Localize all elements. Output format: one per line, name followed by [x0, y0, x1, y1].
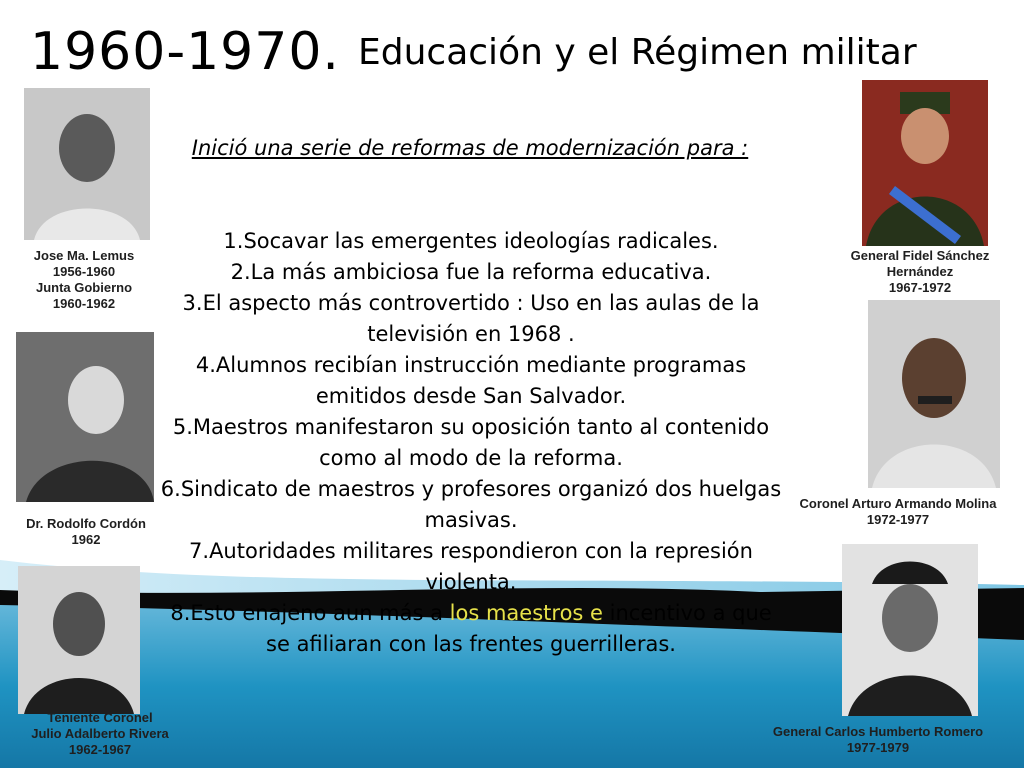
caption-cordon: Dr. Rodolfo Cordón 1962	[26, 516, 146, 547]
title-year: 1960-1970.	[30, 22, 340, 82]
list-item: 6.Sindicato de maestros y profesores organizó dos huelgas masivas.	[160, 477, 782, 532]
intro-text: Inició una serie de reformas de modernización para :	[191, 136, 749, 160]
person-silhouette-icon	[868, 300, 1000, 488]
portrait-rivera	[18, 566, 140, 714]
portrait-cordon	[16, 332, 154, 502]
person-silhouette-icon	[16, 332, 154, 502]
reform-list	[160, 226, 782, 660]
portrait-romero	[842, 544, 978, 716]
list-item: 5.Maestros manifestaron su oposición tanto al contenido como al modo de la reforma.	[172, 415, 770, 470]
list-item: 7.Autoridades militares respondieron con la represión violenta.	[189, 539, 753, 594]
caption-romero: General Carlos Humberto Romero 1977-1979	[772, 724, 984, 755]
list-item: 2.La más ambiciosa fue la reforma educativa.	[230, 260, 712, 284]
portrait-sanchez	[862, 80, 988, 246]
list-item: 1.Socavar las emergentes ideologías radicales.	[223, 229, 719, 253]
portrait-lemus	[24, 88, 150, 240]
list-item-8: 8.Esto enajeno aun más a los maestros e incentivo a que se afiliaran con las frentes guerrilleras.	[170, 601, 772, 656]
person-silhouette-icon	[18, 566, 140, 714]
page-title: Educación y el Régimen militar	[358, 32, 917, 73]
caption-sanchez: General Fidel Sánchez Hernández 1967-1972	[850, 248, 990, 295]
caption-rivera: Teniente Coronel Julio Adalberto Rivera 1962-1967	[31, 710, 169, 757]
caption-molina: Coronel Arturo Armando Molina 1972-1977	[799, 496, 997, 527]
person-silhouette-icon	[24, 88, 150, 240]
person-silhouette-icon	[842, 544, 978, 716]
list-item: 3.El aspecto más controvertido : Uso en las aulas de la televisión en 1968 .	[182, 291, 760, 346]
highlight-text: los maestros e	[449, 601, 603, 625]
portrait-molina	[868, 300, 1000, 488]
list-item: 4.Alumnos recibían instrucción mediante programas emitidos desde San Salvador.	[195, 353, 747, 408]
caption-lemus: Jose Ma. Lemus 1956-1960 Junta Gobierno 1960-1962	[33, 248, 135, 311]
person-silhouette-icon	[862, 80, 988, 246]
